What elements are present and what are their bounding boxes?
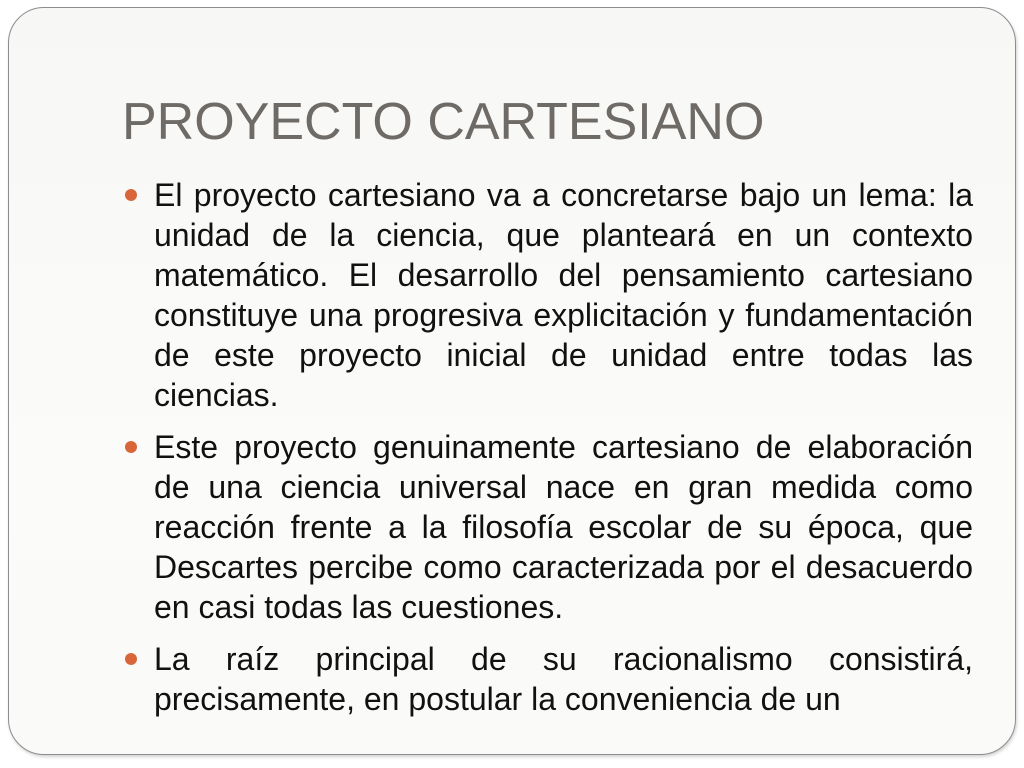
bullet-dot-icon [125, 441, 137, 453]
slide-card [8, 7, 1016, 755]
bullet-text-2: Este proyecto genuinamente cartesiano de elaboración de una ciencia universal nace en gran medida como reacción frente a la filosofía escolar de su época, que Descartes percibe como caracterizada por el desacuerdo en casi todas las cuestiones. [154, 429, 973, 625]
bullet-text-3: La raíz principal de su racionalismo consistirá, precisamente, en postular la conveniencia de un [154, 641, 973, 717]
bullet-item-3 [125, 639, 973, 719]
bullet-item-1 [125, 175, 973, 415]
bullet-text-1: El proyecto cartesiano va a concretarse bajo un lema: la unidad de la ciencia, que planteará en un contexto matemático. El desarrollo del pensamiento cartesiano constituye una progresiva explicitación y fundamentación de este proyecto inicial de unidad entre todas las ciencias. [154, 177, 973, 413]
bullet-item-2 [125, 427, 973, 627]
bullet-dot-icon [125, 189, 137, 201]
bullet-dot-icon [125, 653, 137, 665]
slide-title: PROYECTO CARTESIANO [122, 93, 765, 151]
bullet-list [125, 175, 973, 731]
